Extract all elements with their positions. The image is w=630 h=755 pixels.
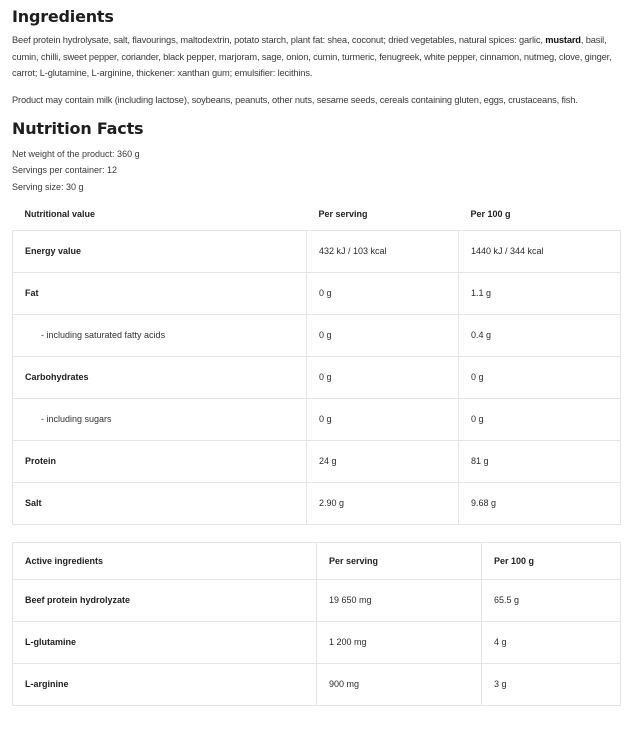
allergen-notice: Product may contain milk (including lactose), soybeans, peanuts, other nuts, sesame seeds, cereals containing gluten, eggs, crustaceans, fish. [12,94,578,105]
row-label: - including saturated fatty acids [13,314,307,356]
row-per-serving: 24 g [307,440,459,482]
ingredients-text-part-1: Beef protein hydrolysate, salt, flavourings, maltodextrin, potato starch, plant fat: shea, coconut; dried vegetables, natural spices: garlic, [12,35,546,45]
header-per-serving: Per serving [318,208,368,219]
net-weight: Net weight of the product: 360 g [12,149,140,159]
row-per-serving: 2.90 g [307,482,459,524]
row-label: Fat [13,272,307,314]
active-ingredients-table [12,542,621,706]
row-per-100g: 4 g [482,621,621,663]
row-per-100g: 0.4 g [459,314,621,356]
serving-size: Serving size: 30 g [12,181,84,192]
active-header-row [13,542,621,579]
table-row [13,356,621,398]
table-row [13,230,621,272]
row-per-100g: 0 g [459,398,621,440]
row-label: Energy value [13,230,307,272]
table-row [13,621,621,663]
row-per-serving: 1 200 mg [317,621,482,663]
row-per-100g: 1.1 g [459,272,621,314]
row-per-100g: 0 g [459,356,621,398]
header-active-per-serving: Per serving [317,542,482,579]
row-label: L-arginine [13,663,317,705]
header-active-ingredients: Active ingredients [13,542,317,579]
table-row [13,663,621,705]
ingredients-bold-allergen: mustard [545,35,581,45]
table-row [13,314,621,356]
servings-per-container: Servings per container: 12 [12,165,118,176]
nutrition-table [12,198,621,525]
row-per-serving: 432 kJ / 103 kcal [307,230,459,272]
row-per-100g: 3 g [482,663,621,705]
header-per-100g: Per 100 g [470,208,511,219]
row-per-serving: 0 g [307,356,459,398]
table-row [13,398,621,440]
row-per-100g: 81 g [459,440,621,482]
row-per-serving: 0 g [307,314,459,356]
nutrition-header-row [13,198,621,231]
table-row [13,482,621,524]
row-per-100g: 65.5 g [482,579,621,621]
header-active-per-100g: Per 100 g [482,542,621,579]
ingredients-title: Ingredients [12,7,114,26]
row-per-serving: 0 g [307,272,459,314]
row-label: Carbohydrates [13,356,307,398]
table-row [13,579,621,621]
ingredients-text-part-2: , basil, cumin, chilli, sweet pepper, coriander, black pepper, marjoram, sage, onion, cumin, turmeric, fenugreek, white pepper, cinnamon, nutmeg, clove, ginger, carrot; L-glutamine, L-arginine, thickener: xanthan gum; emulsifier: lecithins. [12,35,612,78]
row-label: - including sugars [13,398,307,440]
ingredients-text [12,32,618,82]
header-nutritional-value: Nutritional value [24,208,96,219]
nutrition-facts-title: Nutrition Facts [12,119,144,138]
row-label: Salt [13,482,307,524]
row-per-serving: 900 mg [317,663,482,705]
row-per-100g: 1440 kJ / 344 kcal [459,230,621,272]
row-per-serving: 0 g [307,398,459,440]
row-label: Beef protein hydrolyzate [13,579,317,621]
row-per-100g: 9.68 g [459,482,621,524]
row-per-serving: 19 650 mg [317,579,482,621]
product-meta [12,146,618,195]
row-label: L-glutamine [13,621,317,663]
table-row [13,272,621,314]
row-label: Protein [13,440,307,482]
table-row [13,440,621,482]
